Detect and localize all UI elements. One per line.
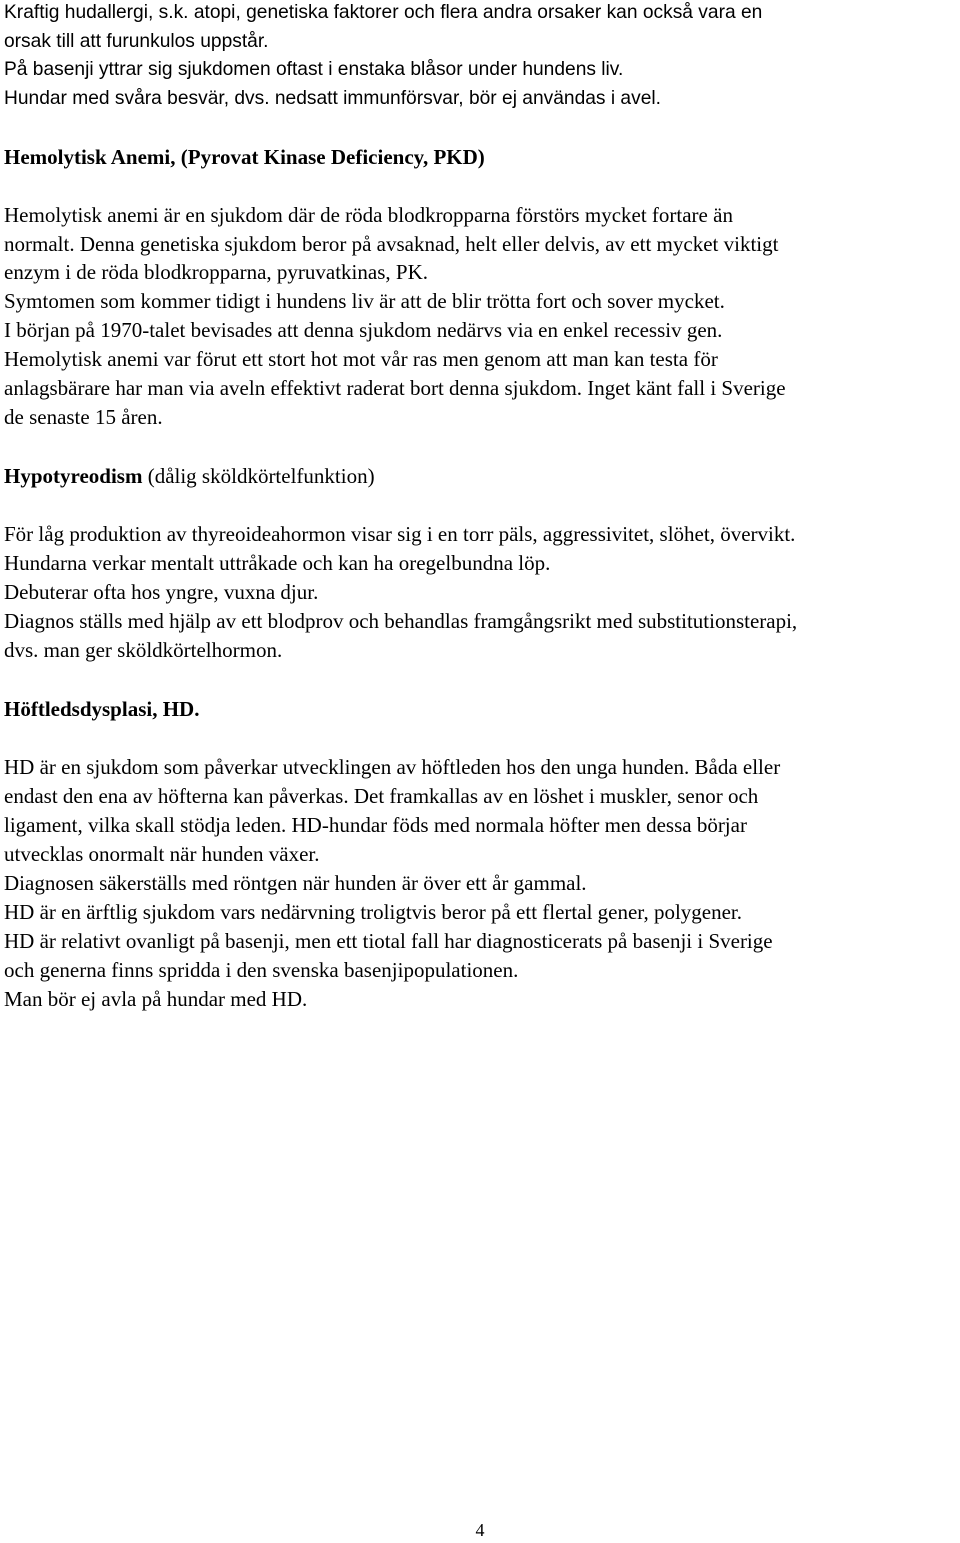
paragraph-line: endast den ena av höfterna kan påverkas. Det framkallas av en löshet i muskler, senor och <box>4 784 759 808</box>
intro-line: Kraftig hudallergi, s.k. atopi, genetiska faktorer och flera andra orsaker kan också vara en <box>4 2 763 23</box>
heading-rest-part: (dålig sköldkörtelfunktion) <box>142 464 375 488</box>
paragraph-line: Hemolytisk anemi var förut ett stort hot mot vår ras men genom att man kan testa för <box>4 347 718 371</box>
section-heading-hypotyreodism <box>4 462 375 491</box>
paragraph-line: HD är relativt ovanligt på basenji, men ett tiotal fall har diagnosticerats på basenji i Sverige <box>4 929 773 953</box>
paragraph-line: Diagnosen säkerställs med röntgen när hunden är över ett år gammal. <box>4 871 587 895</box>
paragraph-line: HD är en sjukdom som påverkar utvecklingen av höftleden hos den unga hunden. Båda eller <box>4 755 781 779</box>
paragraph-line: anlagsbärare har man via aveln effektivt raderat bort denna sjukdom. Inget känt fall i Sverige <box>4 376 786 400</box>
paragraph-line: Hemolytisk anemi är en sjukdom där de röda blodkropparna förstörs mycket fortare än <box>4 203 733 227</box>
page-number: 4 <box>475 1520 485 1540</box>
heading-bold-part: Hypotyreodism <box>4 464 143 488</box>
section-heading-hd: Höftledsdysplasi, HD. <box>4 697 200 721</box>
paragraph-line: I början på 1970-talet bevisades att denna sjukdom nedärvs via en enkel recessiv gen. <box>4 318 723 342</box>
paragraph-line: För låg produktion av thyreoideahormon visar sig i en torr päls, aggressivitet, slöhet, övervikt. <box>4 522 796 546</box>
paragraph-line: dvs. man ger sköldkörtelhormon. <box>4 638 283 662</box>
section-heading-pkd: Hemolytisk Anemi, (Pyrovat Kinase Deficiency, PKD) <box>4 145 485 169</box>
paragraph-line: HD är en ärftlig sjukdom vars nedärvning troligtvis beror på ett flertal gener, polygener. <box>4 900 743 924</box>
intro-line: På basenji yttrar sig sjukdomen oftast i enstaka blåsor under hundens liv. <box>4 59 624 80</box>
paragraph-line: ligament, vilka skall stödja leden. HD-hundar föds med normala höfter men dessa börjar <box>4 813 747 837</box>
paragraph-line: Symtomen som kommer tidigt i hundens liv är att de blir trötta fort och sover mycket. <box>4 289 725 313</box>
intro-line: orsak till att furunkulos uppstår. <box>4 31 269 52</box>
paragraph-line: de senaste 15 åren. <box>4 405 163 429</box>
paragraph-line: Hundarna verkar mentalt uttråkade och kan ha oregelbundna löp. <box>4 551 551 575</box>
paragraph-line: Man bör ej avla på hundar med HD. <box>4 987 308 1011</box>
paragraph-line: Diagnos ställs med hjälp av ett blodprov och behandlas framgångsrikt med substitutionsterapi, <box>4 609 798 633</box>
paragraph-line: enzym i de röda blodkropparna, pyruvatkinas, PK. <box>4 260 428 284</box>
intro-line: Hundar med svåra besvär, dvs. nedsatt immunförsvar, bör ej användas i avel. <box>4 88 661 109</box>
paragraph-line: Debuterar ofta hos yngre, vuxna djur. <box>4 580 319 604</box>
paragraph-line: normalt. Denna genetiska sjukdom beror på avsaknad, helt eller delvis, av ett mycket viktigt <box>4 232 779 256</box>
paragraph-line: utvecklas onormalt när hunden växer. <box>4 842 320 866</box>
paragraph-line: och generna finns spridda i den svenska basenjipopulationen. <box>4 958 519 982</box>
